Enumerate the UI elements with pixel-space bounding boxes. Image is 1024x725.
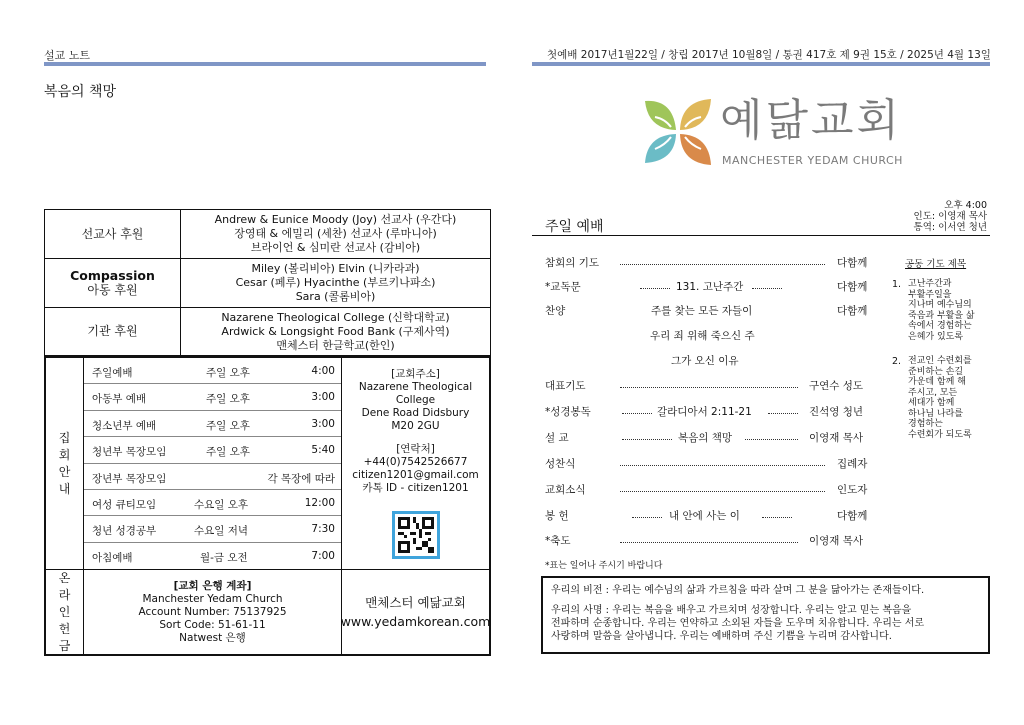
order-dots — [745, 439, 798, 440]
order-dots — [752, 288, 782, 289]
order-name: 성찬식 — [545, 458, 576, 470]
order-name: 교회소식 — [545, 484, 586, 496]
church-logo-name-ko: 예닮교회 — [720, 95, 903, 146]
order-who: 다함께 — [837, 257, 868, 269]
order-who: 이영재 목사 — [809, 535, 864, 547]
order-dots — [632, 517, 662, 518]
order-name: *성경봉독 — [545, 406, 591, 418]
prayer-item: 고난주간과 부활주일을 지나며 예수님의 죽음과 부활을 삶 속에서 경험하는 은혜가 있도록 — [908, 279, 975, 342]
order-content: 131. 고난주간 — [676, 281, 744, 293]
order-dots — [768, 413, 798, 414]
offering-side-label: 온 라 인 헌 금 — [46, 570, 84, 654]
left-header-title: 설교 노트 — [44, 49, 91, 62]
support-lines: Andrew & Eunice Moody (Joy) 선교사 (우간다) 장영태 & 에밀리 (세찬) 선교사 (루마니아) 브라이언 & 심미란 선교사 (감비아) — [214, 213, 457, 254]
schedule-row: 청소년부 예배 주일 오후 3:00 — [84, 411, 341, 437]
order-name: 대표기도 — [545, 380, 586, 392]
prayer-num: 2. — [892, 356, 902, 367]
prayer-item: 전교인 수련회를 준비하는 손길 가운데 함께 해 주시고, 모든 세대가 함께 하나님 나라를 경험하는 수련회가 되도록 — [908, 356, 972, 440]
contact-info: [교회주소] Nazarene Theological College Dene Road Didsbury M20 2GU [연락처] +44(0)7542526677 citizen1201@gmail.com 카톡 ID - citizen1201 — [342, 358, 489, 569]
worship-title: 주일 예배 — [545, 219, 604, 235]
support-label: 선교사 후원 — [45, 210, 181, 258]
order-name: 봉 헌 — [545, 510, 569, 522]
mission-line: 전파하며 순종합니다. 우리는 연약하고 소외된 자들을 도우며 치유합니다. 우리는 서로 — [551, 618, 925, 629]
order-who: 다함께 — [837, 510, 868, 522]
order-dots — [620, 387, 798, 388]
order-name: *축도 — [545, 535, 571, 547]
order-dots — [620, 264, 825, 265]
order-name: 찬양 — [545, 305, 566, 317]
website-link[interactable]: www.yedamkorean.com — [340, 614, 491, 629]
order-name: *교독문 — [545, 281, 581, 293]
standing-note: *표는 일어나 주시기 바랍니다 — [545, 561, 663, 571]
address-title: [교회주소] — [391, 368, 440, 380]
order-dots — [620, 465, 825, 466]
order-content: 복음의 책망 — [678, 432, 733, 444]
worship-time-info: 오후 4:00 인도: 이영재 목사 통역: 이서연 청년 — [913, 200, 987, 233]
support-label: 기관 후원 — [45, 308, 181, 355]
schedule-row: 청년부 목장모임 주일 오후 5:40 — [84, 437, 341, 463]
support-lines: Nazarene Theological College (신학대학교) Ardwick & Longsight Food Bank (구제사역) 맨체스터 한글학교(한인) — [221, 310, 450, 352]
guide-side-label: 집 회 안 내 — [46, 358, 84, 569]
order-who: 이영재 목사 — [809, 432, 864, 444]
mission-line: 우리의 사명 : 우리는 복음을 배우고 가르치며 성장합니다. 우리는 알고 믿는 복음을 — [551, 605, 912, 616]
order-who: 진석영 청년 — [809, 406, 864, 418]
schedule-row: 아침예배 월-금 오전 7:00 — [92, 549, 335, 564]
order-content: 주를 찾는 모든 자들이 — [651, 305, 753, 317]
mission-line: 사랑하며 말씀을 살아냅니다. 우리는 예배하며 주신 기쁨을 누리며 감사합니다. — [551, 631, 892, 642]
order-who: 집례자 — [837, 458, 868, 470]
order-who: 다함께 — [837, 305, 868, 317]
vision-line: 우리의 비전 : 우리는 예수님의 삶과 가르침을 따라 살며 그 분을 닮아가는 존재들이다. — [551, 585, 925, 596]
order-who: 인도자 — [837, 484, 868, 496]
church-name: 맨체스터 예닮교회 — [365, 595, 466, 610]
order-name: 설 교 — [545, 432, 569, 444]
email-link[interactable]: citizen1201@gmail.com — [352, 469, 479, 481]
support-lines: Miley (볼리비아) Elvin (니카라과) Cesar (페루) Hyacinthe (부르키나파소) Sara (콜롬비아) — [235, 262, 436, 303]
right-header-info: 첫예배 2017년1월22일 / 창립 2017년 10월8일 / 통권 417호 제 9권 15호 / 2025년 4월 13일 — [547, 49, 991, 61]
bank-account-info: [교회 은행 계좌] Manchester Yedam Church Account Number: 75137925 Sort Code: 51-61-11 Natwest 은행 — [84, 570, 342, 654]
prayer-title: 공동 기도 제목 — [905, 259, 967, 270]
order-content: 갈라디아서 2:11-21 — [657, 406, 752, 418]
order-content: 내 안에 사는 이 — [669, 510, 740, 522]
order-who: 다함께 — [837, 281, 868, 293]
schedule-row: 주일예배 주일 오후 4:00 — [84, 358, 341, 384]
order-name: 참회의 기도 — [545, 257, 600, 269]
schedule-row: 청년 성경공부 수요일 저녁 7:30 — [84, 516, 341, 542]
order-dots — [762, 517, 792, 518]
prayer-num: 1. — [892, 279, 902, 290]
support-label: Compassion 아동 후원 — [45, 259, 181, 307]
vision-box — [541, 576, 990, 654]
order-content: 그가 오신 이유 — [671, 355, 739, 367]
schedule-row: 장년부 목장모임 각 목장에 따라 — [84, 464, 341, 490]
order-who: 구연수 성도 — [809, 380, 864, 392]
order-dots — [640, 288, 670, 289]
contact-title: [연락처] — [396, 443, 435, 455]
schedule-row: 여성 큐티모임 수요일 오후 12:00 — [84, 490, 341, 516]
church-logo-name-en: MANCHESTER YEDAM CHURCH — [722, 154, 903, 167]
order-dots — [622, 413, 652, 414]
order-dots — [620, 491, 825, 492]
order-content: 우리 죄 위해 죽으신 주 — [650, 330, 755, 342]
order-dots — [622, 439, 672, 440]
sermon-title: 복음의 책망 — [44, 84, 117, 100]
schedule-row: 아동부 예배 주일 오후 3:00 — [84, 384, 341, 410]
order-dots — [620, 542, 798, 543]
